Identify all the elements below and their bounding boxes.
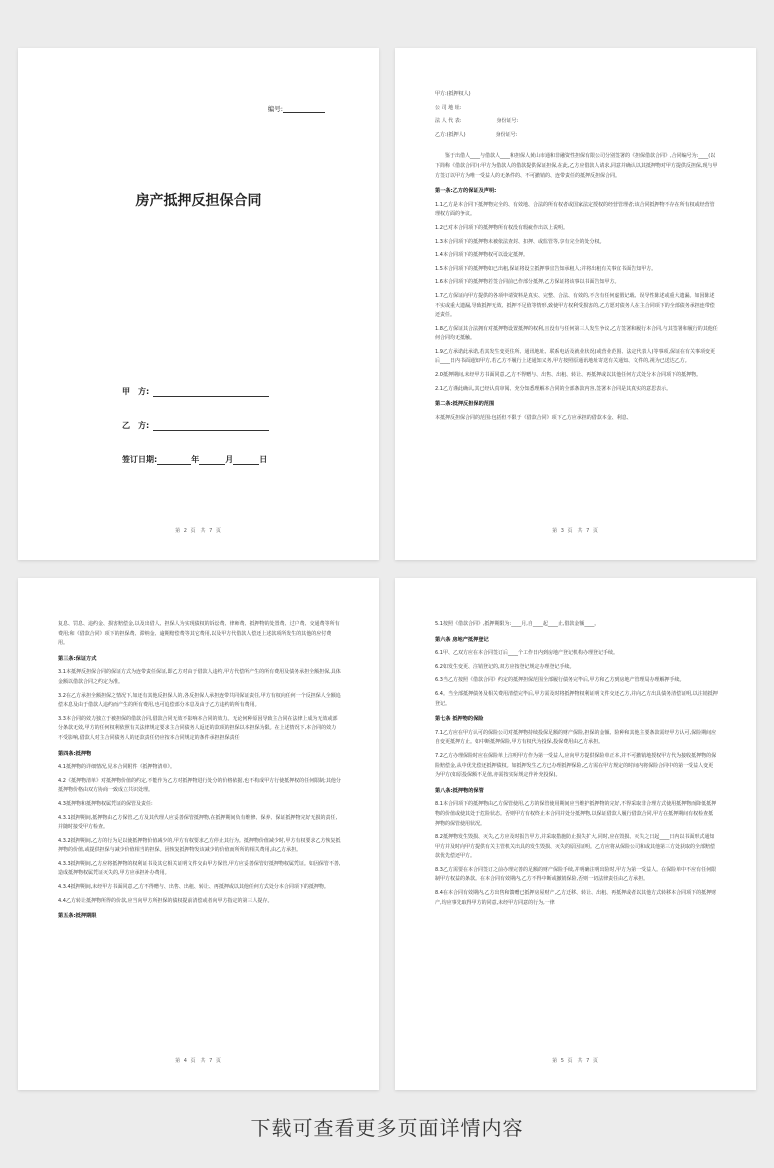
serial-number xyxy=(268,104,325,113)
sign-date-label: 签订日期: xyxy=(122,455,158,464)
clause: 1.7乙方保证向甲方提供的各项申请资料是真实、完整、合法、有效的,不含有任何虚假记载、误导性陈述或重大遗漏。如因陈述不实或重大遗漏,导致抵押无效、抵押不足值等情形,致使甲方权利受损害的,乙方愿对债务人在主合同项下的全部债务承担连带偿还责任。 xyxy=(435,292,715,319)
clause: 1.2已对本合同项下的抵押物所有权没有瑕疵作出以上说明。 xyxy=(435,224,568,231)
clause: 3.1本抵押反担保合同的保证方式为连带责任保证,即乙方对由于借款人违约,甲方代偿所产生的所有费用及债务承担全额担保,具体金额以借款合同之约定为准。 xyxy=(58,669,341,685)
clause: 1.5本合同项下的抵押物如已出租,保证将设立抵押事宜告知承租人;并将出租有关事宜书面告知甲方。 xyxy=(435,265,657,272)
clause: 4.3.1抵押期间,抵押物由乙方保管,乙方及其代理人应妥善保管抵押物,在抵押期间负有维修、保养、保证抵押物完好无损的责任,并随时接受甲方检查。 xyxy=(58,814,338,831)
clause: 4.2《抵押物清单》对抵押物价值的约定,不能作为乙方对抵押物进行处分的价格依据,也不构成甲方行使抵押权的任何限制;其他分抵押物价格由双方协商一致成立共识处理。 xyxy=(58,777,341,794)
clause: 7.2乙方办理保险时应在保险单上注明甲方作为第一受益人,应向甲方提供保险单正本,并不可撤销地授权甲方代为接收抵押物的保险赔偿金,从中优先偿还抵押债权。如抵押发生乙方已办理抵押保险,乙方需在甲方规定的时间内将保险合同中的第一受益人变更为甲方(如原投保额不足值,亦需按实际规定作补充投保)。 xyxy=(435,752,717,779)
party-a-field xyxy=(122,386,269,397)
clause: 7.1乙方应在甲方认可的保险公司对抵押物持续投保足额的财产保险,担保的金额、险种和其他主要条款需经甲方认可,保险期间应自变更抵押方止。如中断抵押保险,甲方有权代为投保,投保费用由乙方承担。 xyxy=(435,729,717,746)
clause: 4.3抵押物和抵押物权属凭证的保管及责任: xyxy=(58,800,153,807)
contract-page-5 xyxy=(395,578,756,1090)
download-caption[interactable]: 下载可查看更多页面详情内容 xyxy=(250,1116,524,1140)
clause: 8.3乙方需要在本合同签订之前办理完善的足额的财产保险手续,并明确注明出险时,甲方为第一受益人。在保险单中不应有任何限制甲方权益的条款。在本合同有效期内,乙方不得中断或撤销保险,否则一切法律责任由乙方承担。 xyxy=(435,866,717,883)
company-address: 公 司 地 址: xyxy=(435,104,462,111)
section-title: 第二条:抵押反担保的范围 xyxy=(435,401,495,408)
contract-page-3 xyxy=(395,48,756,560)
legal-rep: 法 人 代 表: 身份证号: xyxy=(435,118,519,125)
page-footer: 第 3 页 共 7 页 xyxy=(552,528,599,534)
clause: 4.3.4抵押期间,未经甲方书面同意,乙方不得赠与、出售、出租、转让、再抵押或以其他任何方式处分本合同项下的抵押物。 xyxy=(58,884,329,891)
party-a-label: 甲 方: xyxy=(122,387,150,396)
clause: 4.3.3抵押期间,乙方应将抵押物的权利证书及其它相关证明文件交由甲方保管,甲方应妥善保管好抵押物权属凭证。如因保管不善,造成抵押物权属凭证灭失的,甲方应承担补办费用。 xyxy=(58,860,341,877)
clause: 8.2抵押物发生毁损、灭失,乙方应及时报告甲方,并采取措施防止损失扩大,同时,应在毁损、灭失之日起____日内以书面形式通知甲方并及时向甲方提供有关主管机关出具的发生毁损、灭失的原因证明。乙方应将从保险公司和或其他第三方处获取的全部赔偿款优先偿还甲方。 xyxy=(435,834,716,860)
section-title: 第三条:保证方式 xyxy=(58,655,97,662)
clause: 4.4乙方转让抵押物所得的价款,应当向甲方所担保的债权提前清偿或者向甲方指定的第三人提存。 xyxy=(58,897,273,904)
clause: 5.1按照《借款合同》,抵押期限为:____月,自____起____止,借款金额____。 xyxy=(435,621,600,627)
page-footer: 第 4 页 共 7 页 xyxy=(175,1058,222,1064)
clause: 3.3本合同的效力独立于被担保的借款合同,借款合同无效不影响本合同的效力。无论何种原因导致主合同在法律上成为无效或部分条款无效,甲方的任何权利依照有关法律规定要求主合同债务人返还的款项的担保以本担保为限。在上述情况下,本合同的效力不受影响,借款人对主合同债务人的还款责任仍应按本合同规定的条件承担担保责任 xyxy=(58,715,338,741)
section-title: 第八条:抵押物的保管 xyxy=(435,787,484,794)
clause: 4.3.2抵押期间,乙方的行为足以使抵押物价值减少的,甲方有权要求乙方停止其行为。抵押物价值减少时,甲方有权要求乙方恢复抵押物的价值,或提供担保与减少价值相当的担保。因恢复抵押物发该减少的价值而所所的相关费用,由乙方承担。 xyxy=(58,837,341,854)
year-label: 年 xyxy=(191,455,200,464)
clause: 4.1抵押物的详细情况,见本合同附件《抵押物清单》。 xyxy=(58,764,176,771)
page-body xyxy=(435,620,718,912)
party-b-heading: 乙方:(抵押人) 身份证号: xyxy=(435,131,518,138)
party-b-label: 乙 方: xyxy=(122,421,150,430)
party-a-line xyxy=(153,387,269,397)
clause: 6.1甲、乙双方应在本合同签订后____个工作日内到房地产登记机构办理登记手续。 xyxy=(435,650,618,657)
section-title: 第五条:抵押期限 xyxy=(58,913,97,920)
section-title: 第六条 房地产抵押登记 xyxy=(435,636,489,643)
clause: 6.3当乙方按照《借款合同》约定的抵押担保范围全部履行债务完毕后,甲方和乙方到房地产管理局办理解押手续。 xyxy=(435,677,685,684)
clause: 8.1本合同项下的抵押物由乙方保管使用,乙方的保管使用期间应当维护抵押物的完好,不得采取非合理方式使用抵押物而降低抵押物的价值或使其处于危险状态。否则甲方有权终止本合同并处分抵押物,以保证借款人履行借款合同,甲方在抵押期间有权检查抵押物的保管使用状况。 xyxy=(435,801,717,827)
page-body xyxy=(435,90,718,427)
serial-line xyxy=(283,105,325,113)
clause: 8.4在本合同有效期内,乙方出售和馈赠已抵押房屋财产,乙方迁移、转让、出租、再抵押或者以其他方式转移本合同项下的抵押财产,均应事先取得甲方的同意,未经甲方同意的行为,一律 xyxy=(435,890,717,906)
clause: 1.8乙方保证其合法拥有对抵押物设置抵押的权利,且没有与任何第三人发生争议,乙方签署和履行本合同,与其签署和履行的其他任何合同均无抵触。 xyxy=(435,325,718,342)
party-b-line xyxy=(153,421,269,431)
page-body xyxy=(58,620,341,926)
clause: 6.4。当全部抵押债务及相关费用清偿完毕后,甲方需及时将抵押物权利证明文件交还乙方,并向乙方出具债务清偿证明,以注销抵押登记。 xyxy=(435,690,718,707)
month-label: 月 xyxy=(225,455,234,464)
intro-paragraph: 鉴于出借人____与借款人____和担保人黄山市通和非融资性担保有限公司分别签署的《担保借款合同》,合同编号为:____(以下简称《借款合同》):甲方为借款人的借款提供保证担保,在此,乙方应借款人请求,同意并确认以其抵押物对甲方提供反担保,现与甲方签订以甲方为唯一受益人的无条件的、不可撤销的、连带责任的抵押反担保合同。 xyxy=(435,153,718,179)
clause: 1.1乙方是本合同下抵押物完全的、有效地、合法的所有权者或国家法定授权的经营管理者;该合同抵押物不存在所有权或经营管理权方面的争议。 xyxy=(435,201,715,218)
section-title: 第四条:抵押物 xyxy=(58,750,92,757)
clause: 3.2在乙方承担全额担保之情况下,如还有其他反担保人的,各反担保人承担连带共同保证责任,甲方有权向任何一个反担保人全额追偿本息及由于借款人违约而产生的所有费用,也可追偿部分本息及由于乙方违约的所有费用。 xyxy=(58,692,341,709)
clause: 6.2如发生变更、注销登记的,双方应按登记规定办理登记手续。 xyxy=(435,663,575,670)
clause: 2.1乙方谨此确认,其已经认真审阅、充分知悉理解本合同的全部条款内容,签署本合同是其真实的意思表示。 xyxy=(435,385,672,392)
cover-page xyxy=(18,48,379,560)
clause: 1.3本合同项下的抵押物未被依法查封、扣押、或监管等,享有完全的处分权。 xyxy=(435,238,605,245)
contract-title: 房产抵押反担保合同 xyxy=(135,193,262,209)
clause: 1.4本合同项下的抵押物权可以设定抵押。 xyxy=(435,252,528,259)
party-b-field xyxy=(122,420,269,431)
day-label: 日 xyxy=(259,455,268,464)
section-title: 第七条 抵押物的保险 xyxy=(435,716,484,723)
clause: 1.6本合同项下的抵押物若签合同前已作部分抵押,乙方保证将该事以书面告知甲方。 xyxy=(435,279,620,286)
section-title: 第一条:乙方的保证及声明: xyxy=(435,188,497,195)
sign-date xyxy=(122,454,267,465)
clause: 1.9乙方承诺此承诺,若其发生变更住所、通讯地址、联系电话及就业状况(或营业范围、法定代表人)等事项,保证在有关事项变更后____日内书面通知甲方,若乙方不履行上述通知义务,甲方按照原通讯地址寄送有关通知、文件的,视为已送达乙方。 xyxy=(435,348,716,365)
clause: 本抵押反担保合同的范围:包括但不限于《借款合同》项下乙方应承担的借款本金、利息、 xyxy=(435,414,632,421)
clause: 2.0抵押期间,未经甲方书面同意,乙方不得赠与、出售、出租、转让、再抵押或以其他任何方式处分本合同项下的抵押物。 xyxy=(435,372,702,379)
serial-label: 编号: xyxy=(267,105,283,113)
page-footer: 第 5 页 共 7 页 xyxy=(552,1058,599,1064)
clause: 复息、罚息、违约金、损害赔偿金,以及出借人、担保人为实现债权的诉讼费、律师费、抵押物的处置费、过户费、交通费等所有费用;和《借款合同》项下的担保费、滞纳金、逾期赔偿费等其它费用,以及甲方代借款人偿还上述款项所发生的其他的应付费用。 xyxy=(58,621,340,647)
page-footer: 第 2 页 共 7 页 xyxy=(175,528,222,534)
contract-page-4 xyxy=(18,578,379,1090)
party-a-heading: 甲方:(抵押权人) xyxy=(435,91,471,97)
